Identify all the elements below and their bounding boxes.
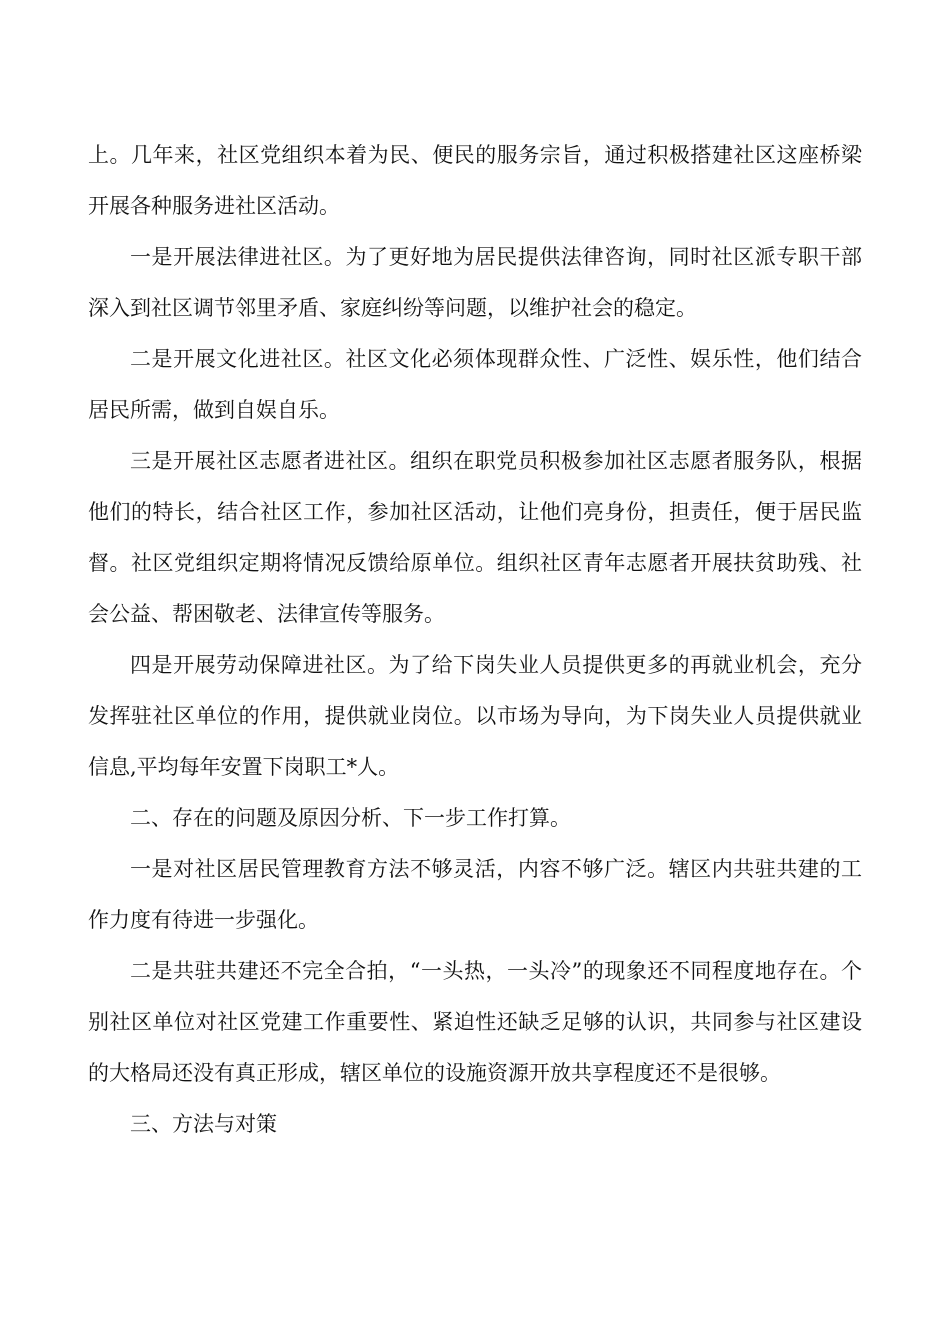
- paragraph-5: 四是开展劳动保障进社区。为了给下岗失业人员提供更多的再就业机会，充分发挥驻社区单位的作用，提供就业岗位。以市场为导向，为下岗失业人员提供就业信息,平均每年安置下岗职工*人。: [88, 653, 862, 779]
- section-heading-2: 二、存在的问题及原因分析、下一步工作打算。: [130, 806, 571, 830]
- paragraph-7: 二是共驻共建还不完全合拍，“一头热，一头冷”的现象还不同程度地存在。个别社区单位对社区党建工作重要性、紧迫性还缺乏足够的认识，共同参与社区建设的大格局还没有真正形成，辖区单位的设施资源开放共享程度还不是很够。: [88, 959, 862, 1085]
- document-body: [88, 130, 862, 1150]
- paragraph-3: 二是开展文化进社区。社区文化必须体现群众性、广泛性、娱乐性，他们结合居民所需，做到自娱自乐。: [88, 347, 862, 422]
- paragraph-2: 一是开展法律进社区。为了更好地为居民提供法律咨询，同时社区派专职干部深入到社区调节邻里矛盾、家庭纠纷等问题，以维护社会的稳定。: [88, 245, 862, 320]
- paragraph-1: 上。几年来，社区党组织本着为民、便民的服务宗旨，通过积极搭建社区这座桥梁开展各种服务进社区活动。: [88, 143, 862, 218]
- paragraph-6: 一是对社区居民管理教育方法不够灵活，内容不够广泛。辖区内共驻共建的工作力度有待进一步强化。: [88, 857, 862, 932]
- paragraph-4: 三是开展社区志愿者进社区。组织在职党员积极参加社区志愿者服务队，根据他们的特长，结合社区工作，参加社区活动，让他们亮身份，担责任，便于居民监督。社区党组织定期将情况反馈给原单位。组织社区青年志愿者开展扶贫助残、社会公益、帮困敬老、法律宣传等服务。: [88, 449, 862, 626]
- section-heading-3: 三、方法与对策: [130, 1112, 277, 1136]
